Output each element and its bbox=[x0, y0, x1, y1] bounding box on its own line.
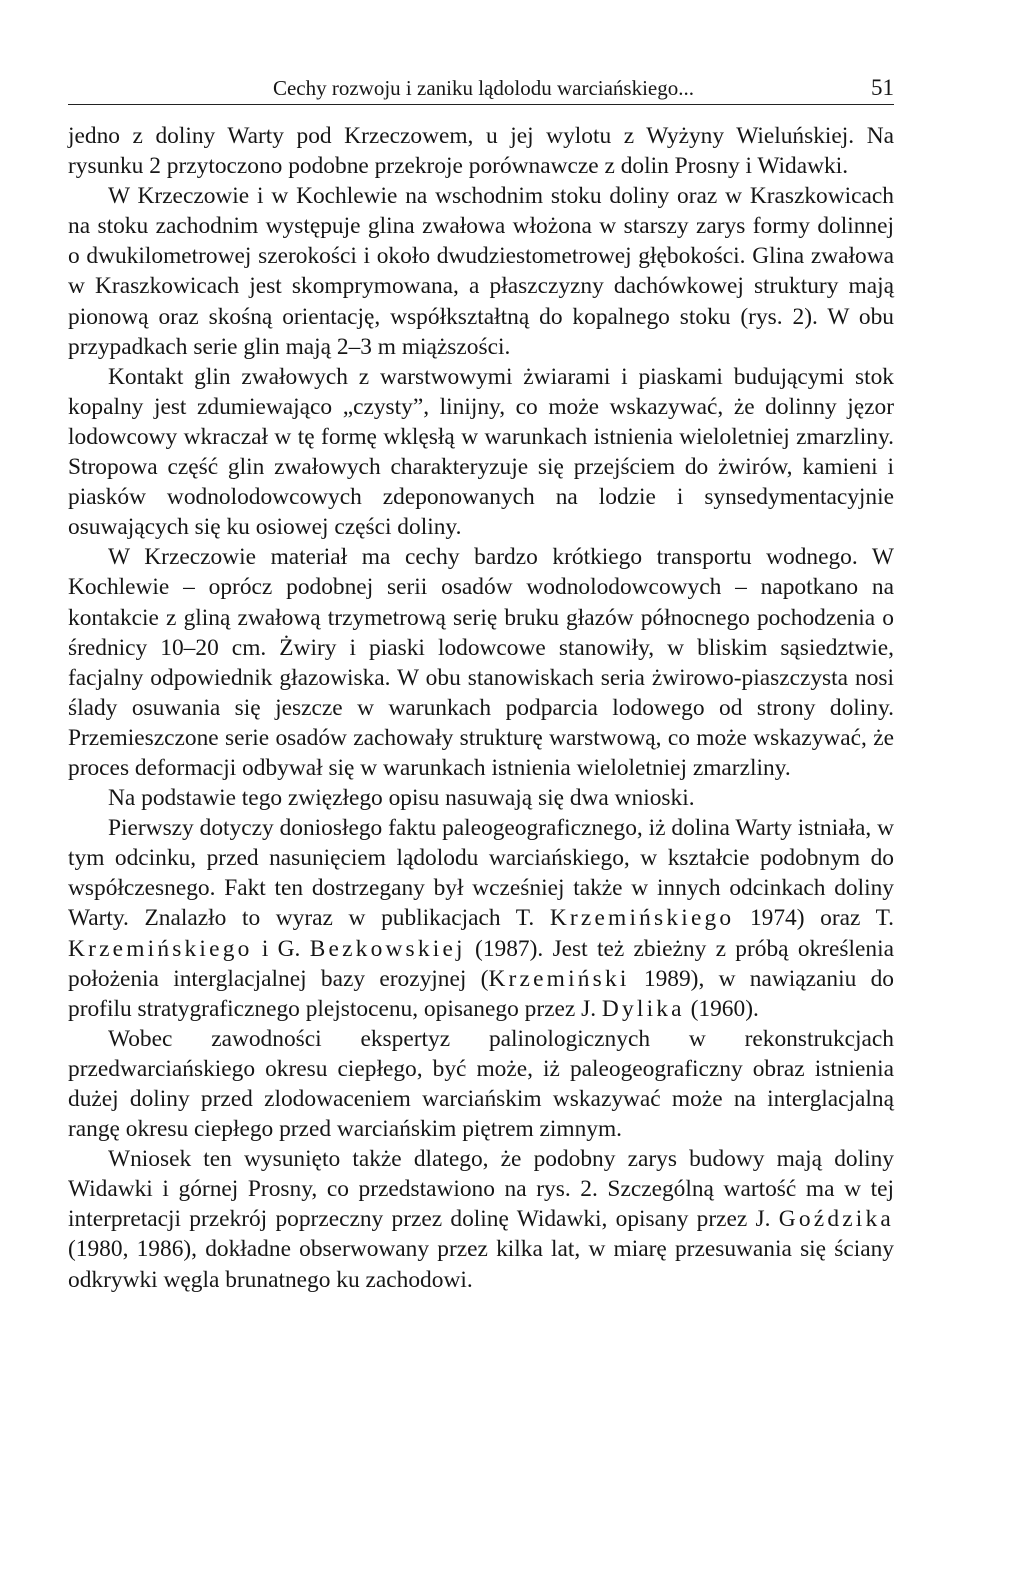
paragraph: Na podstawie tego zwięzłego opisu nasuwają się dwa wnioski. bbox=[108, 785, 695, 812]
running-header bbox=[68, 72, 894, 105]
author-name: Bezkowskiej bbox=[309, 935, 466, 962]
paragraph bbox=[68, 813, 894, 1024]
text-run: (1987). Jest też zbieżny z próbą określenia położenia interglacjalnej bazy erozyjnej ( bbox=[68, 935, 894, 992]
body-text bbox=[68, 121, 894, 1295]
text-run: i G. bbox=[252, 935, 310, 962]
author-name: Dylika bbox=[601, 995, 685, 1022]
text-run: (1960). bbox=[684, 995, 759, 1022]
document-page bbox=[68, 72, 894, 1295]
paragraph: Wobec zawodności ekspertyz palinologicznych w rekonstrukcjach przedwarciańskiego okresu ciepłego, być może, iż paleogeograficzny obraz istnienia dużej doliny przed zlodowaceniem warciańskim wskazywać może na interglacjalną rangę okresu ciepłego przed warciańskim piętrem zimnym. bbox=[68, 1025, 894, 1143]
text-run: Pierwszy dotyczy doniosłego faktu paleogeograficznego, iż dolina Warty istniała, w tym odcinku, przed nasunięciem lądolodu warciańskiego, w kształcie podobnym do współczesnego. Fakt ten dostrzegany był wcześniej także w innych odcinkach doliny Warty. Znalazło to wyraz w publikacjach T. bbox=[68, 815, 894, 932]
author-name: Goździka bbox=[778, 1206, 894, 1233]
text-run: 1974) oraz T. bbox=[734, 905, 895, 932]
paragraph: W Krzeczowie materiał ma cechy bardzo krótkiego transportu wodnego. W Kochlewie – oprócz podobnej serii osadów wodnolodowcowych – napotkano na kontakcie z gliną zwałową trzymetrową serię bruku głazów północnego pochodzenia o średnicy 10–20 cm. Żwiry i piaski lodowcowe stanowiły, w bliskim sąsiedztwie, facjalny odpowiednik głazowiska. W obu stanowiskach seria żwirowo-piaszczysta nosi ślady osuwania się jeszcze w warunkach podparcia lodowego od strony doliny. Przemieszczone serie osadów zachowały strukturę warstwową, co może wskazywać, że proces deformacji odbywał się w warunkach istnienia wieloletniej zmarzliny. bbox=[68, 544, 894, 781]
author-name: Krzemińskiego bbox=[549, 905, 735, 932]
page-number: 51 bbox=[871, 75, 894, 100]
text-run: Wniosek ten wysunięto także dlatego, że podobny zarys budowy mają doliny Widawki i górnej Prosny, co przedstawiono na rys. 2. Szczególną wartość ma w tej interpretacji przekrój poprzeczny przez dolinę Widawki, opisany przez J. bbox=[68, 1146, 894, 1233]
paragraph: jedno z doliny Warty pod Krzeczowem, u jej wylotu z Wyżyny Wieluńskiej. Na rysunku 2 przytoczono podobne przekroje porównawcze z dolin Prosny i Widawki. bbox=[68, 123, 894, 180]
paragraph: Kontakt glin zwałowych z warstwowymi żwiarami i piaskami budującymi stok kopalny jest zdumiewająco „czysty”, linijny, co może wskazywać, że dolinny jęzor lodowcowy wkraczał w tę formę wklęsłą w warunkach istnienia wieloletniej zmarzliny. Stropowa część glin zwałowych charakteryzuje się przejściem do żwirów, kamieni i piasków wodnolodowcowych zdeponowanych na lodzie i synsedymentacyjnie osuwających się ku osiowej części doliny. bbox=[68, 363, 894, 541]
paragraph bbox=[68, 1144, 894, 1294]
author-name: Krzemiński bbox=[488, 965, 630, 992]
running-title: Cechy rozwoju i zaniku lądolodu warciańskiego... bbox=[272, 76, 694, 100]
paragraph: W Krzeczowie i w Kochlewie na wschodnim stoku doliny oraz w Kraszkowicach na stoku zachodnim występuje glina zwałowa włożona w starszy zarys formy dolinnej o dwukilometrowej szerokości i około dwudziestometrowej głębokości. Glina zwałowa w Kraszkowicach jest skomprymowana, a płaszczyzny dachówkowej struktury mają pionową oraz skośną orientację, współkształtną do kopalnego stoku (rys. 2). W obu przypadkach serie glin mają 2–3 m miąższości. bbox=[68, 183, 894, 360]
text-run: (1980, 1986), dokładne obserwowany przez kilka lat, w miarę przesuwania się ściany odkrywki węgla brunatnego ku zachodowi. bbox=[68, 1236, 894, 1293]
text-run: 1989), w nawiązaniu do profilu stratygraficznego plejstocenu, opisanego przez J. bbox=[68, 965, 894, 1022]
author-name: Krzemińskiego bbox=[68, 935, 253, 962]
